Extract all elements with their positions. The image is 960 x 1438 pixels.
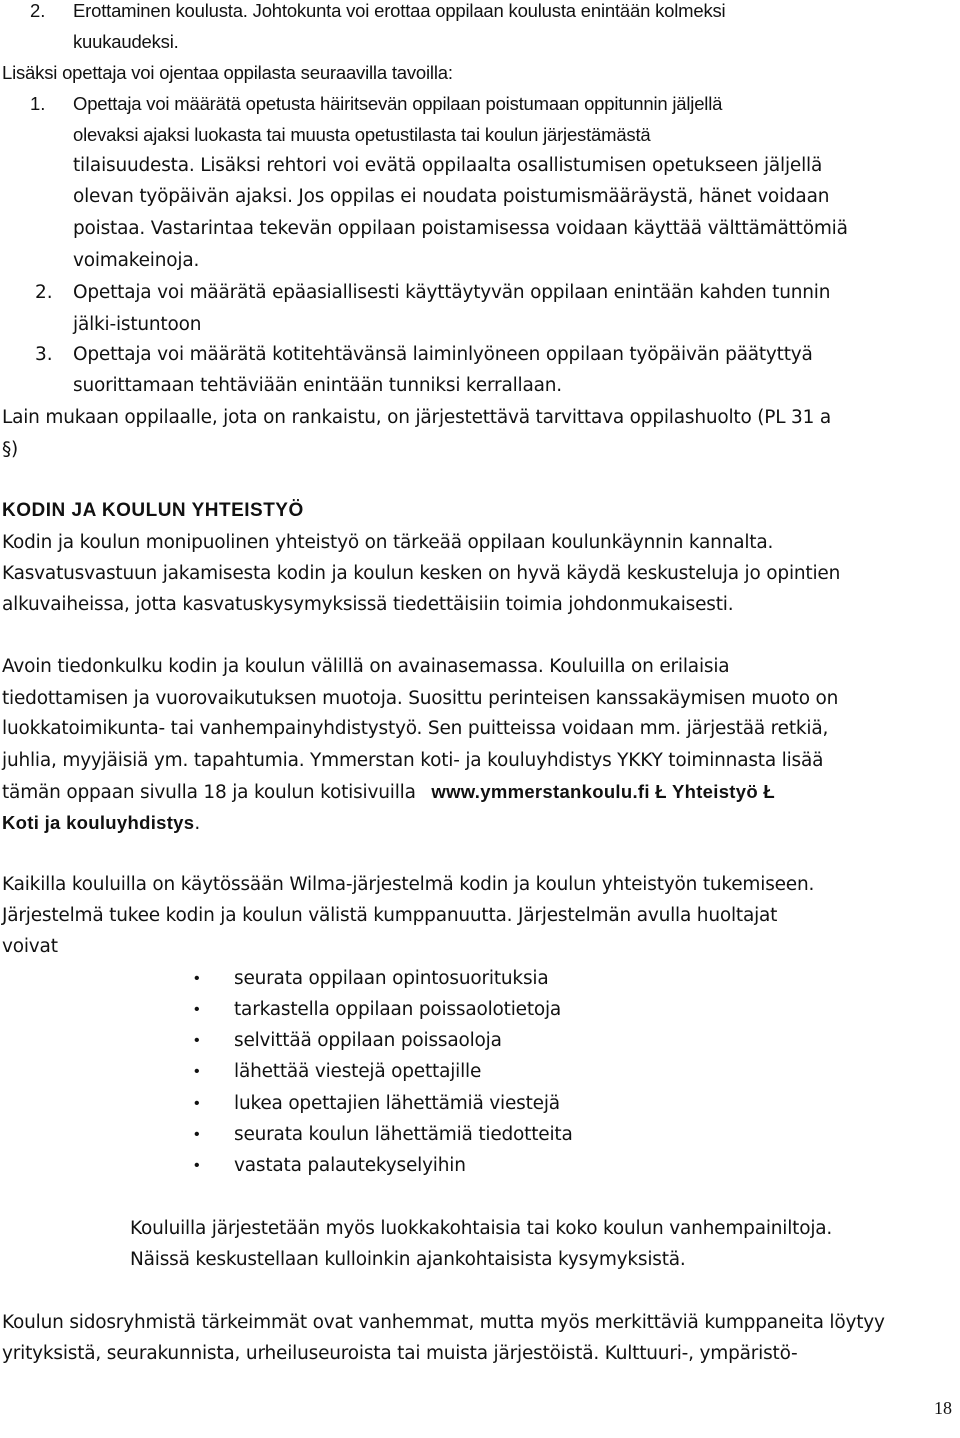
period-text: . [194,813,201,834]
paragraph-text: tämän oppaan sivulla 18 ja koulun kotisivuilla [2,782,416,803]
list-number: 2. [35,282,53,303]
bullet-icon: • [194,1157,200,1174]
paragraph-line: Näissä keskustellaan kulloinkin ajankohtaisista kysymyksistä. [130,1249,686,1270]
list-item-text: kuukaudeksi. [73,31,179,52]
list-item: vastata palautekyselyihin [234,1155,466,1176]
list-item-text: Opettaja voi määrätä opetusta häiritsevän oppilaan poistumaan oppitunnin jäljellä [73,93,723,114]
list-item-text: olevaksi ajaksi luokasta tai muusta opetustilasta tai koulun järjestämästä [73,124,651,145]
paragraph-line: voivat [2,936,58,957]
paragraph-line: Koulun sidosryhmistä tärkeimmät ovat vanhemmat, mutta myös merkittäviä kumppaneita löytyy [2,1312,885,1333]
list-item-text: poistaa. Vastarintaa tekevän oppilaan poistamisessa voidaan käyttää välttämättömiä [73,218,848,239]
bullet-icon: • [194,1095,200,1112]
list-item: seurata koulun lähettämiä tiedotteita [234,1124,573,1145]
list-number: 3. [35,344,53,365]
page-number: 18 [934,1398,952,1418]
paragraph-line: Kasvatusvastuun jakamisesta kodin ja koulun kesken on hyvä käydä keskusteluja jo opintien [2,563,841,584]
bullet-icon: • [194,1032,200,1049]
list-item: seurata oppilaan opintosuorituksia [234,968,549,989]
list-item: lähettää viestejä opettajille [234,1061,482,1082]
paragraph-line [2,779,775,806]
list-item-text: Opettaja voi määrätä kotitehtävänsä laiminlyöneen oppilaan työpäivän päätyttyä [73,344,813,365]
list-item: selvittää oppilaan poissaoloja [234,1030,502,1051]
list-item-text: Erottaminen koulusta. Johtokunta voi erottaa oppilaan koulusta enintään kolmeksi [73,0,726,21]
bullet-icon: • [194,1001,200,1018]
paragraph-line: Kouluilla järjestetään myös luokkakohtaisia tai koko koulun vanhempainiltoja. [130,1218,833,1239]
paragraph-line: §) [2,439,19,460]
paragraph-line: alkuvaiheissa, jotta kasvatuskysymyksissä tiedettäisiin toimia johdonmukaisesti. [2,594,734,615]
paragraph-line: Kodin ja koulun monipuolinen yhteistyö on tärkeää oppilaan koulunkäynnin kannalta. [2,532,774,553]
list-number: 2. [30,0,46,21]
website-link[interactable]: www.ymmerstankoulu.fi Ł Yhteistyö Ł [431,781,775,802]
list-item: lukea opettajien lähettämiä viestejä [234,1093,560,1114]
paragraph-line: juhlia, myyjäisiä ym. tapahtumia. Ymmerstan koti- ja kouluyhdistys YKKY toiminnasta lisää [2,750,824,771]
bullet-icon: • [194,1063,200,1080]
paragraph-line: Kaikilla kouluilla on käytössään Wilma-järjestelmä kodin ja koulun yhteistyön tukemiseen. [2,874,815,895]
list-item-text: Opettaja voi määrätä epäasiallisesti käyttäytyvän oppilaan enintään kahden tunnin [73,282,831,303]
paragraph-line: Avoin tiedonkulku kodin ja koulun välillä on avainasemassa. Kouluilla on erilaisia [2,656,730,677]
bullet-icon: • [194,970,200,987]
link-path-label: Koti ja kouluyhdistys [2,812,195,833]
list-item-text: voimakeinoja. [73,250,200,271]
paragraph-line: Järjestelmä tukee kodin ja koulun välistä kumppanuutta. Järjestelmän avulla huoltajat [2,905,778,926]
paragraph-line: yrityksistä, seurakunnista, urheiluseuroista tai muista järjestöistä. Kulttuuri-, ympäristö- [2,1343,798,1364]
list-item-text: tilaisuudesta. Lisäksi rehtori voi evätä oppilaalta osallistumisen opetukseen jäljellä [73,155,823,176]
paragraph-line [2,810,200,837]
section-heading: KODIN JA KOULUN YHTEISTYÖ [2,500,304,521]
list-item-text: jälki-istuntoon [73,314,202,335]
list-item-text: olevan työpäivän ajaksi. Jos oppilas ei noudata poistumismääräystä, hänet voidaan [73,186,830,207]
list-number: 1. [30,93,46,114]
paragraph-line: luokkatoimikunta- tai vanhempainyhdistystyö. Sen puitteissa voidaan mm. järjestää retkiä, [2,718,829,739]
paragraph-line: tiedottamisen ja vuorovaikutuksen muotoja. Suosittu perinteisen kanssakäymisen muoto on [2,688,839,709]
paragraph-line: Lain mukaan oppilaalle, jota on rankaistu, on järjestettävä tarvittava oppilashuolto (PL 31 a [2,407,831,428]
bullet-icon: • [194,1126,200,1143]
list-item-text: suorittamaan tehtäviään enintään tunniksi kerrallaan. [73,375,562,396]
paragraph-line: Lisäksi opettaja voi ojentaa oppilasta seuraavilla tavoilla: [2,62,453,83]
list-item: tarkastella oppilaan poissaolotietoja [234,999,562,1020]
